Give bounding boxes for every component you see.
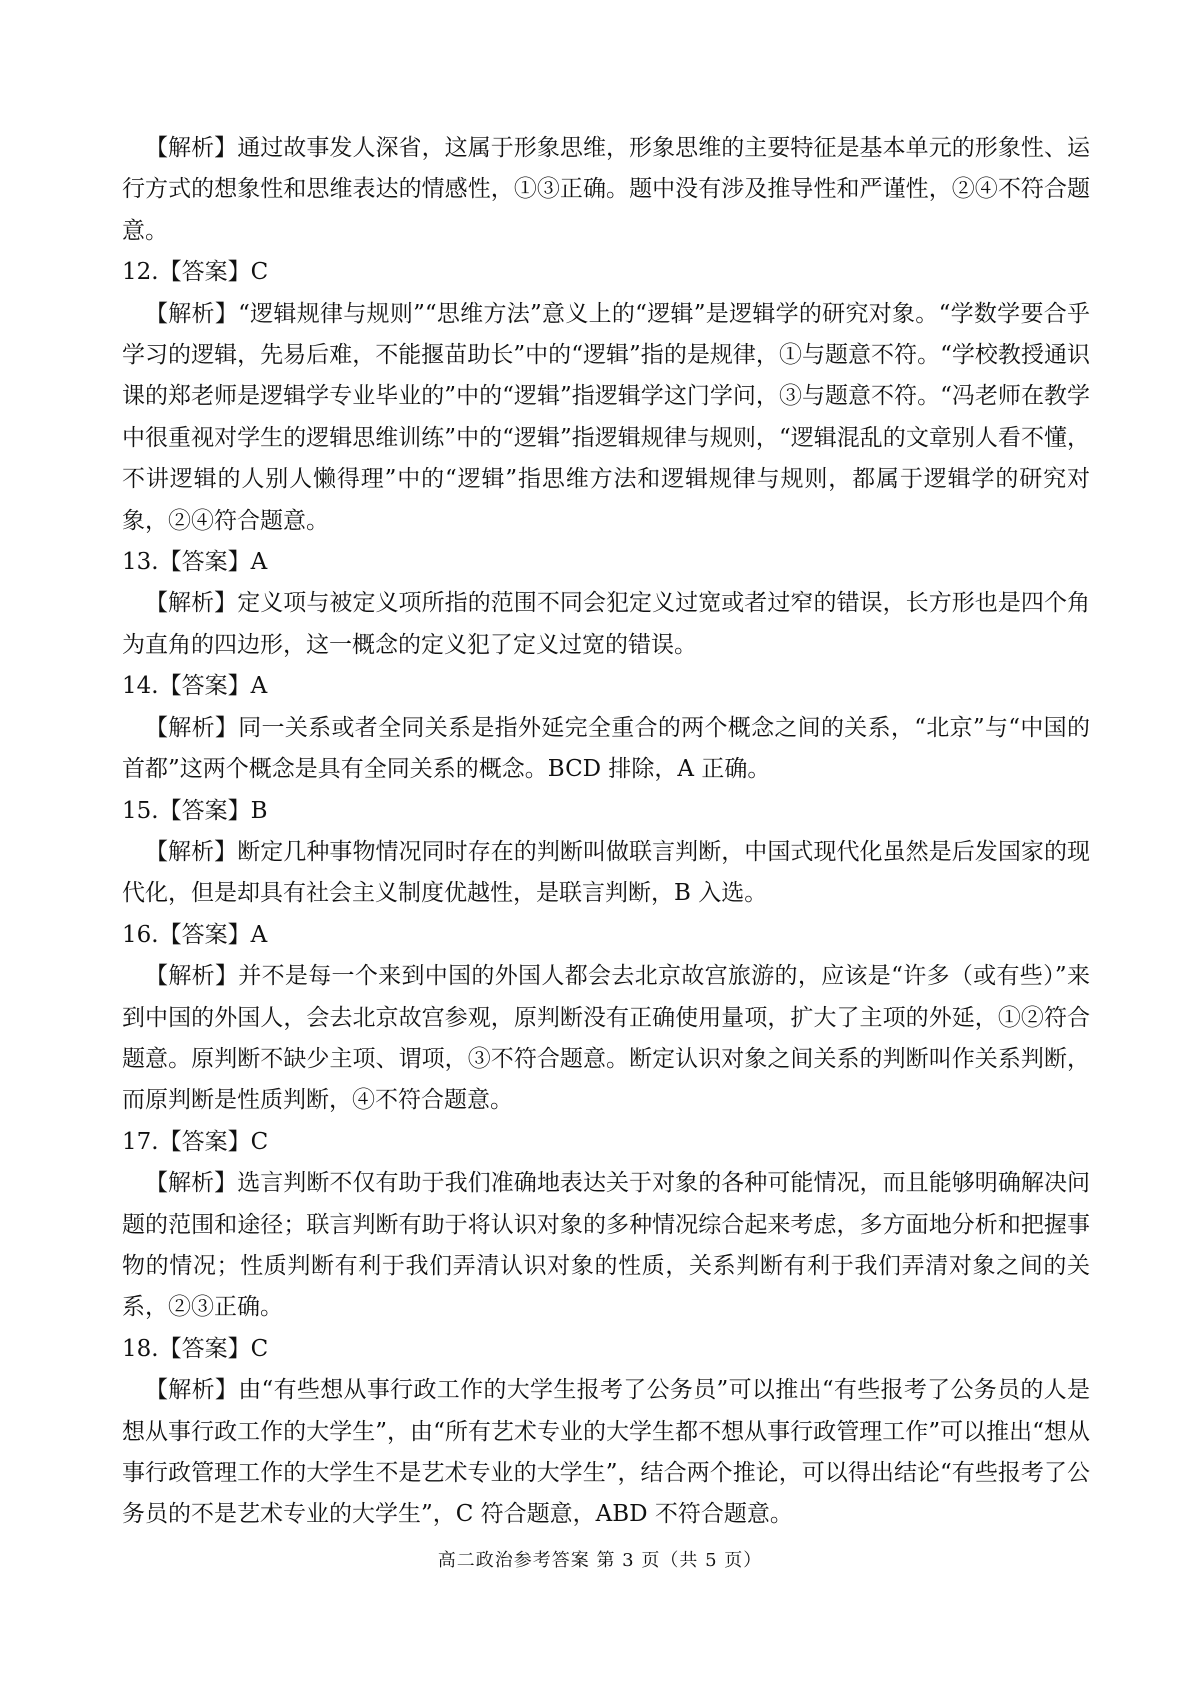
answer-14: 14.【答案】A bbox=[122, 673, 268, 700]
analysis-16: 【解析】并不是每一个来到中国的外国人都会去北京故宫旅游的，应该是“许多（或有些）”来到中国的外国人，会去北京故宫参观，原判断没有正确使用量项，扩大了主项的外延，①②符合题意。原判断不缺少主项、谓项，③不符合题意。断定认识对象之间关系的判断叫作关系判断，而原判断是性质判断，④不符合题意。 bbox=[122, 963, 1090, 1114]
answer-18: 18.【答案】C bbox=[122, 1335, 269, 1362]
answer-key-content bbox=[122, 128, 1090, 1536]
analysis-18: 【解析】由“有些想从事行政工作的大学生报考了公务员”可以推出“有些报考了公务员的人是想从事行政工作的大学生”，由“所有艺术专业的大学生都不想从事行政管理工作”可以推出“想从事行政管理工作的大学生不是艺术专业的大学生”，结合两个推论，可以得出结论“有些报考了公务员的不是艺术专业的大学生”，C 符合题意，ABD 不符合题意。 bbox=[122, 1377, 1090, 1528]
analysis-15: 【解析】断定几种事物情况同时存在的判断叫做联言判断，中国式现代化虽然是后发国家的现代化，但是却具有社会主义制度优越性，是联言判断，B 入选。 bbox=[122, 838, 1090, 907]
answer-16: 16.【答案】A bbox=[122, 921, 268, 948]
analysis-14: 【解析】同一关系或者全同关系是指外延完全重合的两个概念之间的关系，“北京”与“中国的首都”这两个概念是具有全同关系的概念。BCD 排除，A 正确。 bbox=[122, 714, 1090, 783]
answer-15: 15.【答案】B bbox=[122, 797, 268, 824]
answer-12: 12.【答案】C bbox=[122, 259, 269, 286]
analysis-paragraph-11: 【解析】通过故事发人深省，这属于形象思维，形象思维的主要特征是基本单元的形象性、运行方式的想象性和思维表达的情感性，①③正确。题中没有涉及推导性和严谨性，②④不符合题意。 bbox=[122, 135, 1090, 244]
analysis-17: 【解析】选言判断不仅有助于我们准确地表达关于对象的各种可能情况，而且能够明确解决问题的范围和途径；联言判断有助于将认识对象的多种情况综合起来考虑，多方面地分析和把握事物的情况；性质判断有利于我们弄清认识对象的性质，关系判断有利于我们弄清对象之间的关系，②③正确。 bbox=[122, 1170, 1090, 1321]
page-footer: 高二政治参考答案 第 3 页（共 5 页） bbox=[437, 1550, 763, 1571]
analysis-12: 【解析】“逻辑规律与规则”“思维方法”意义上的“逻辑”是逻辑学的研究对象。“学数学要合乎学习的逻辑，先易后难，不能揠苗助长”中的“逻辑”指的是规律，①与题意不符。“学校教授通识课的郑老师是逻辑学专业毕业的”中的“逻辑”指逻辑学这门学问，③与题意不符。“冯老师在教学中很重视对学生的逻辑思维训练”中的“逻辑”指逻辑规律与规则，“逻辑混乱的文章别人看不懂，不讲逻辑的人别人懒得理”中的“逻辑”指思维方法和逻辑规律与规则，都属于逻辑学的研究对象，②④符合题意。 bbox=[122, 300, 1090, 534]
analysis-13: 【解析】定义项与被定义项所指的范围不同会犯定义过宽或者过窄的错误，长方形也是四个角为直角的四边形，这一概念的定义犯了定义过宽的错误。 bbox=[122, 590, 1090, 658]
answer-17: 17.【答案】C bbox=[122, 1128, 269, 1155]
answer-13: 13.【答案】A bbox=[122, 549, 268, 576]
